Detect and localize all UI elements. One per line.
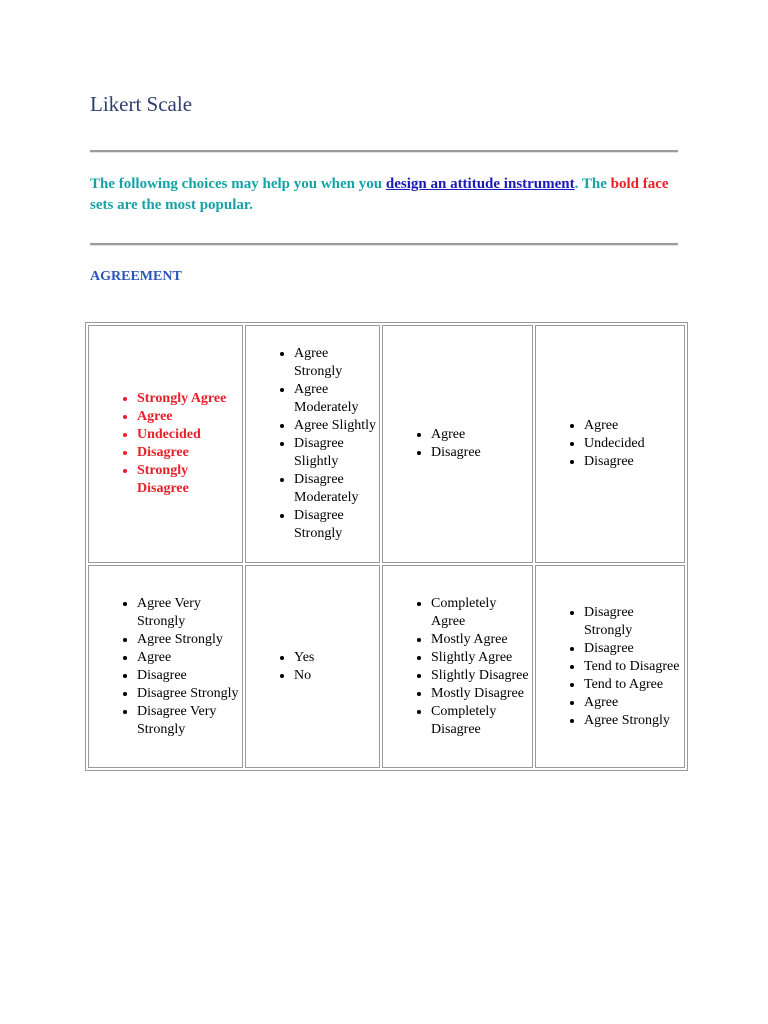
table-row [88, 325, 685, 563]
scale-options-list [536, 417, 682, 471]
page-title: Likert Scale [90, 92, 193, 116]
scale-option: • Disagree Moderately [294, 471, 377, 507]
scale-option: • Disagree Strongly [137, 685, 240, 703]
scale-option: • Disagree Slightly [294, 435, 377, 471]
bold-face-text: bold face [610, 176, 669, 192]
scale-set-cell [245, 565, 380, 768]
scale-option: • Disagree Strongly [294, 507, 377, 543]
scale-option: • Disagree [431, 444, 530, 462]
scale-set-cell [382, 565, 533, 768]
scale-option: • Agree [431, 426, 530, 444]
scale-set-cell [88, 325, 243, 563]
scale-option: • Disagree Very Strongly [137, 703, 240, 739]
scale-set-cell [88, 565, 243, 768]
scale-option: • No [294, 667, 377, 685]
scale-option: • Disagree [137, 667, 240, 685]
intro-text-1: The following choices may help you when you [90, 176, 386, 192]
intro-text-3: sets are the most popular. [90, 197, 253, 213]
scale-options-list [246, 345, 377, 543]
table-row [88, 565, 685, 768]
intro-text-2: . The [574, 176, 611, 192]
scale-options-list [246, 649, 377, 685]
scale-option: • Disagree [137, 444, 240, 462]
horizontal-rule-top [90, 150, 678, 153]
scale-option: • Strongly Agree [137, 390, 240, 408]
scale-set-cell [535, 325, 685, 563]
scale-option: • Mostly Disagree [431, 685, 530, 703]
scale-option: • Tend to Disagree [584, 658, 682, 676]
scale-option: • Yes [294, 649, 377, 667]
scale-option: • Undecided [137, 426, 240, 444]
scale-option: • Disagree [584, 453, 682, 471]
scale-option: • Undecided [584, 435, 682, 453]
scale-option: • Tend to Agree [584, 676, 682, 694]
scale-option: • Completely Disagree [431, 703, 530, 739]
intro-paragraph [90, 174, 690, 216]
scale-option: • Slightly Agree [431, 649, 530, 667]
scale-options-list [89, 390, 240, 498]
scale-option: • Agree Slightly [294, 417, 377, 435]
scale-options-list [383, 595, 530, 739]
scale-set-cell [245, 325, 380, 563]
scale-option: • Agree [137, 649, 240, 667]
scale-options-list [536, 604, 682, 730]
scale-set-cell [382, 325, 533, 563]
scale-option: • Agree Moderately [294, 381, 377, 417]
horizontal-rule-bottom [90, 243, 678, 246]
scale-option: • Completely Agree [431, 595, 530, 631]
scale-option: • Agree Strongly [137, 631, 240, 649]
scale-set-cell [535, 565, 685, 768]
scale-options-list [89, 595, 240, 739]
scale-options-list [383, 426, 530, 462]
scale-option: • Agree [584, 417, 682, 435]
scale-option: • Agree [584, 694, 682, 712]
design-attitude-instrument-link[interactable]: design an attitude instrument [385, 176, 575, 192]
scale-option: • Agree [137, 408, 240, 426]
scale-option: • Slightly Disagree [431, 667, 530, 685]
scale-option: • Mostly Agree [431, 631, 530, 649]
scale-option: • Agree Strongly [294, 345, 377, 381]
scale-option: • Agree Very Strongly [137, 595, 240, 631]
scale-option: • Strongly Disagree [137, 462, 240, 498]
scale-option: • Agree Strongly [584, 712, 682, 730]
likert-scales-table [85, 322, 688, 771]
scale-option: • Disagree [584, 640, 682, 658]
scale-option: • Disagree Strongly [584, 604, 682, 640]
section-heading-agreement: AGREEMENT [90, 269, 182, 284]
